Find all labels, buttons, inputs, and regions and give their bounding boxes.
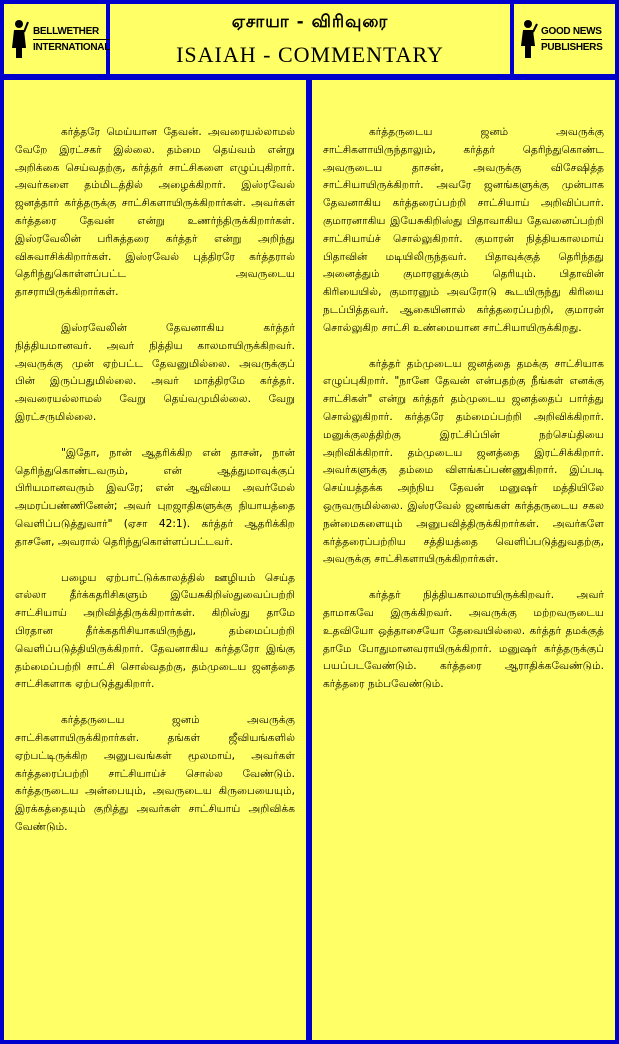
logo-right-line1: GOOD NEWS — [541, 24, 602, 40]
right-paragraph: கர்த்தர் தம்முடைய ஜனத்தை தமக்கு சாட்சியாக எழுப்புகிறார். "நானே தேவன் என்பதற்கு நீங்கள் எனக்கு சாட்சிகள்" என்று கர்த்தர் தம்முடைய ஜனத்தைப் பார்த்து சொல்லுகிறார். கர்த்தரே தம்மைப்பற்றி அறிவிக்கிறார். மனுக்குலத்திற்கு இரட்சிப்பின் நற்செய்தியை அறிவிக்கிறார். தம்முடைய ஜனத்தை இரட்சிக்கிறார். அவர்களுக்கு தம்மை விளங்கப்பண்ணுகிறார். இப்படி செய்யத்தக்க அந்நிய தேவன் மனுஷர் மத்தியிலே ஒருவருமில்லை. இஸ்ரவேல் ஜனங்கள் கர்த்தருடைய சகல நன்மைகளையும் அனுபவித்திருக்கிறார்கள். அவர்களே கர்த்தரைப்பற்றிய சத்தியத்தை வெளிப்படுத்துவதற்கு, அவருக்கு சாட்சிகளாயிருக்கிறார்கள். — [323, 357, 604, 566]
logo-left-line2: INTERNATIONAL — [33, 41, 111, 53]
right-column — [312, 80, 615, 1040]
bellwether-logo-text — [33, 24, 110, 55]
good-news-logo — [514, 4, 615, 74]
left-paragraph: கர்த்தரே மெய்யான தேவன். அவரையல்லாமல் வேறே இரட்சகர் இல்லை. தம்மை தெய்வம் என்று அறிக்கை செய்வதற்கு, கர்த்தர் சாட்சிகளை எழுப்புகிறார். அவர்களை தம்மிடத்தில் அழைக்கிறார். இஸ்ரவேல் ஜனத்தார் கர்த்தருக்கு சாட்சிகளாயிருக்கிறார்கள். அவர்கள் கர்த்தரை தேவன் என்று உணர்ந்திருக்கிறார்கள். இஸ்ரவேலின் பரிசுத்தரை கர்த்தர் என்று அறிந்து விசுவாசிக்கிறார்கள். இஸ்ரவேல் புத்திரரே கர்த்தரால் தெரிந்துகொள்ளப்பட்ட அவருடைய தாசராயிருக்கிறார்கள். — [15, 126, 295, 299]
good-news-logo-text — [541, 24, 602, 55]
logo-left-line1: BELLWETHER — [33, 24, 110, 40]
left-paragraph: பழைய ஏற்பாட்டுக்காலத்தில் ஊழியம் செய்த எல்லா தீர்க்கதரிசிகளும் இயேசுகிறிஸ்துவைப்பற்றி சாட்சியாய் அறிவித்திருக்கிறார்கள். கிறிஸ்து தாமே பிரதான தீர்க்கதரிசியாகயிருந்து, தம்மைப்பற்றி வெளிப்படுத்தியிருக்கிறார். தேவனாகிய கர்த்தரோ இங்கு தம்மைப்பற்றி சாட்சி சொல்வதற்கு, தம்முடைய ஜனத்தை சாட்சிகளாக ஏற்படுத்துகிறார். — [15, 571, 295, 691]
title-tamil: ஏசாயா - விரிவுரை — [231, 12, 389, 32]
figure-icon — [518, 18, 538, 60]
bellwether-logo — [4, 4, 111, 74]
left-column — [4, 80, 306, 1040]
title-english: ISAIAH - COMMENTARY — [176, 42, 444, 67]
right-paragraph: கர்த்தர் நித்தியகாலமாயிருக்கிறவர். அவர் தாமாகவே இருக்கிறவர். அவருக்கு மற்றவருடைய உதவியோ ஒத்தாசையோ தேவையில்லை. கர்த்தர் தமக்குத் தாமே போதுமானவராயிருக்கிறார். மனுஷர் கர்த்தருக்குப் பயப்படவேண்டும். கர்த்தரை ஆராதிக்கவேண்டும். கர்த்தரை நம்பவேண்டும். — [323, 589, 604, 691]
left-paragraph: கர்த்தருடைய ஜனம் அவருக்கு சாட்சிகளாயிருக்கிறார்கள். தங்கள் ஜீவியங்களில் ஏற்பட்டிருக்கிற அனுபவங்கள் மூலமாய், அவர்கள் கர்த்தரைப்பற்றி சாட்சியாய்ச் சொல்ல வேண்டும். கர்த்தருடைய அன்பையும், அவருடைய கிருபையையும், இரக்கத்தையும் குறித்து அவர்கள் சாட்சியாய் அறிவிக்க வேண்டும். — [15, 714, 295, 833]
logo-right-line2: PUBLISHERS — [541, 41, 603, 53]
page-header — [110, 4, 510, 74]
shepherd-icon — [8, 18, 30, 60]
left-paragraph-quote: "இதோ, நான் ஆதரிக்கிற என் தாசன், நான் தெரிந்துகொண்டவரும், என் ஆத்துமாவுக்குப் பிரியமானவரும் இவரே; என் ஆவியை அவர்மேல் அமரப்பண்ணினேன்; அவர் புறஜாதிகளுக்கு நியாயத்தை வெளிப்படுத்துவார்" (ஏசா 42:1). கர்த்தர் ஆதரிக்கிற தாசனே, அவரால் தெரிந்துகொள்ளப்பட்டவர். — [15, 446, 295, 548]
left-paragraph: இஸ்ரவேலின் தேவனாகிய கர்த்தர் நித்தியமானவர். அவர் நித்திய காலமாயிருக்கிறவர். அவருக்கு முன் ஏற்பட்ட தேவனுமில்லை. அவருக்குப் பின் இருப்பதுமில்லை. அவர் மாத்திரமே கர்த்தர். அவரையல்லாமல் வேறு தெய்வமுமில்லை. வேறு இரட்சருமில்லை. — [15, 321, 295, 423]
right-paragraph: கர்த்தருடைய ஜனம் அவருக்கு சாட்சிகளாயிருந்தாலும், கர்த்தர் தெரிந்துகொண்ட அவருடைய தாசன், அவருக்கு விசேஷித்த சாட்சியாயிருக்கிறார். அவரே ஜனங்களுக்கு முன்பாக தேவனாகிய கர்த்தரைப்பற்றி சாட்சியாய் அறிவிப்பார். குமாரனாகிய இயேசுகிறிஸ்து பிதாவாகிய தேவனைப்பற்றி சாட்சியாய்ச் சொல்லுகிறார். குமாரன் நித்தியகாலமாய் பிதாவின் மடியிலிருந்தவர். பிதாவுக்குத் தெரிந்தது அனைத்தும் குமாரனுக்கும் தெரியும். பிதாவின் கிரியையில், குமாரனும் அவரோடு கூடயிருந்து கிரியை நடப்பித்தவர். ஆகையினால் கர்த்தரைப்பற்றி, குமாரன் சொல்லுகிற சாட்சி உண்மையான சாட்சியாயிருக்கிறது. — [323, 126, 604, 334]
